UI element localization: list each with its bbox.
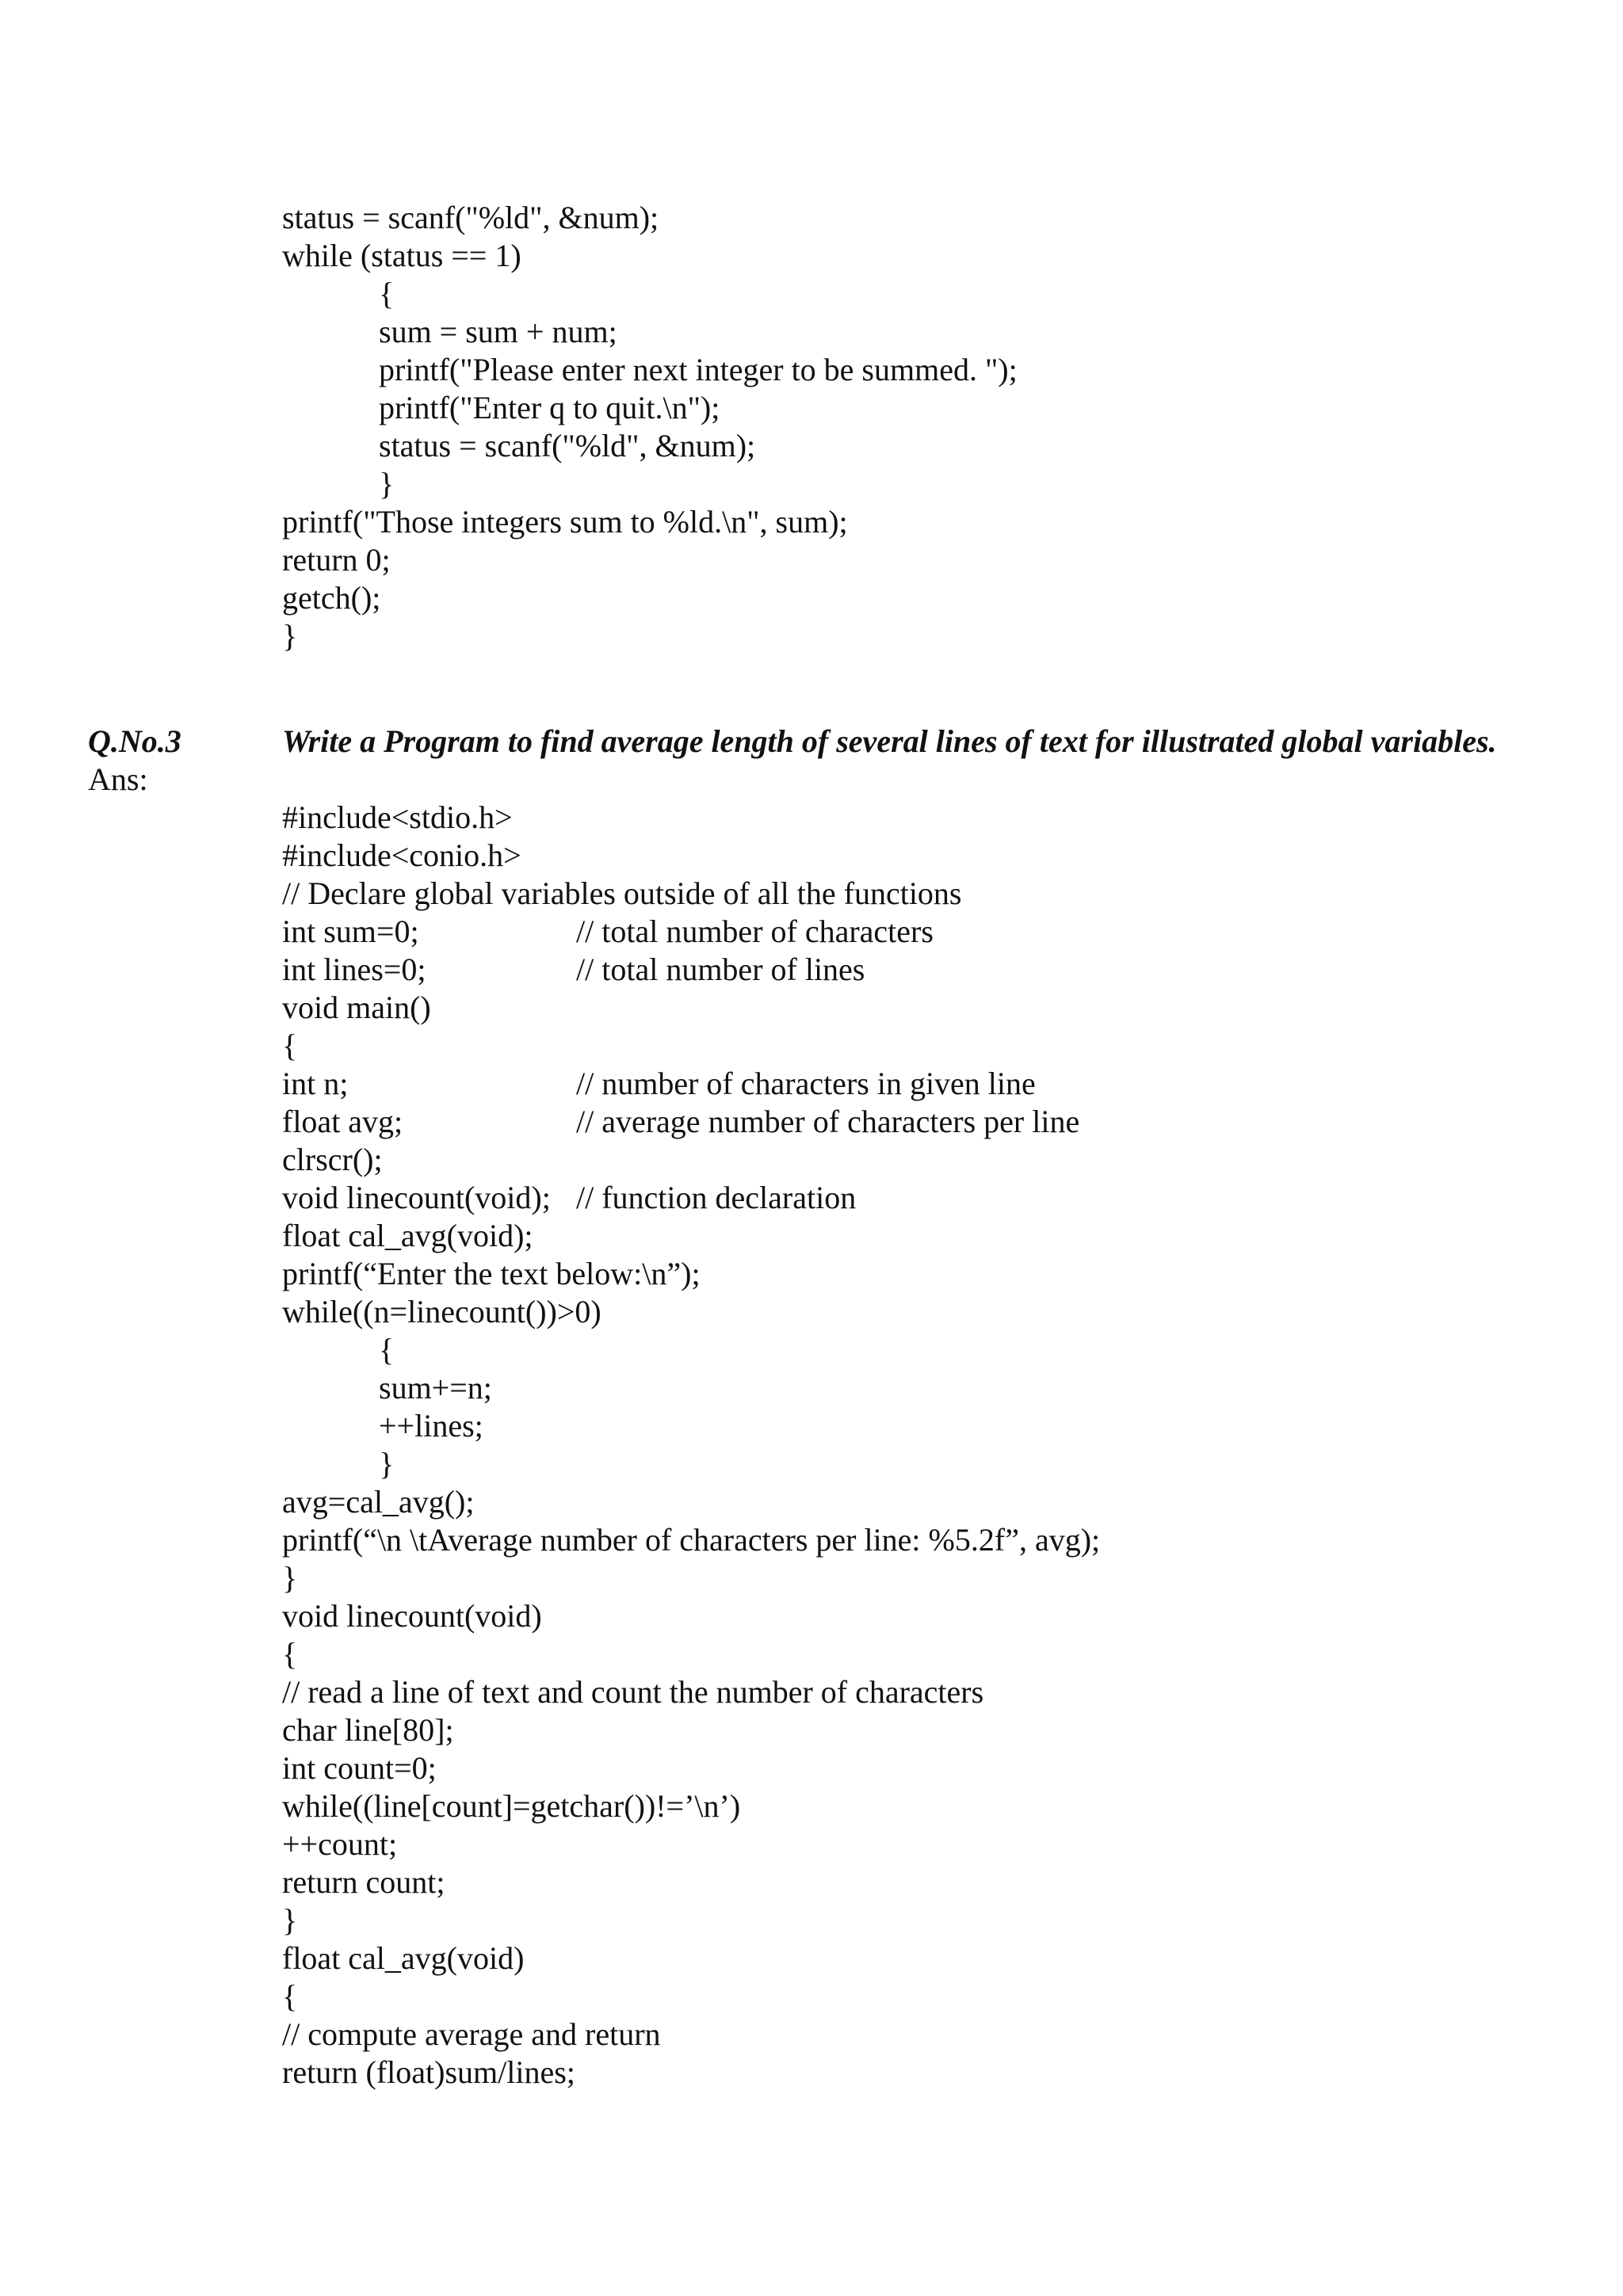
code-line: float cal_avg(void); <box>282 1218 533 1253</box>
code-line: int lines=0; <box>282 952 426 987</box>
code-line: } <box>282 618 298 654</box>
answer-label: Ans: <box>88 761 148 797</box>
code-line: // Declare global variables outside of all the functions <box>282 875 962 911</box>
code-line: int sum=0; <box>282 913 419 949</box>
code-line: return 0; <box>282 542 391 578</box>
code-line: sum+=n; <box>379 1370 492 1405</box>
code-line: } <box>282 1560 298 1596</box>
code-line: } <box>379 466 395 502</box>
code-line: int n; <box>282 1066 349 1101</box>
code-line: // compute average and return <box>282 2016 661 2052</box>
code-line: float cal_avg(void) <box>282 1940 525 1976</box>
code-line: // read a line of text and count the number of characters <box>282 1674 984 1710</box>
code-line: status = scanf("%ld", &num); <box>379 428 756 463</box>
code-comment: // function declaration <box>576 1180 857 1215</box>
question-number: Q.No.3 <box>88 723 181 759</box>
question-text: Write a Program to find average length of several lines of text for illustrated global variables. <box>282 723 1497 759</box>
code-line: return count; <box>282 1864 445 1900</box>
code-comment: // number of characters in given line <box>576 1066 1036 1101</box>
code-line: int count=0; <box>282 1750 437 1786</box>
code-line: while((line[count]=getchar())!=’\n’) <box>282 1788 741 1824</box>
code-line: ++lines; <box>379 1408 483 1444</box>
code-comment: // total number of characters <box>576 913 934 949</box>
code-line: printf("Please enter next integer to be summed. "); <box>379 352 1018 387</box>
code-line: { <box>379 1332 395 1367</box>
code-line: { <box>282 1636 298 1672</box>
code-line: } <box>379 1446 395 1482</box>
code-line: { <box>282 1978 298 2014</box>
code-line: void main() <box>282 990 431 1025</box>
code-line: printf(“Enter the text below:\n”); <box>282 1256 701 1291</box>
code-line: getch(); <box>282 580 381 616</box>
code-line: } <box>282 1902 298 1938</box>
code-line: { <box>379 276 395 311</box>
code-line: avg=cal_avg(); <box>282 1484 475 1520</box>
code-line: float avg; <box>282 1104 403 1139</box>
code-line: printf("Those integers sum to %ld.\n", sum); <box>282 504 848 540</box>
code-line: return (float)sum/lines; <box>282 2054 575 2090</box>
code-line: void linecount(void); <box>282 1180 551 1215</box>
code-line: clrscr(); <box>282 1142 383 1177</box>
code-line: char line[80]; <box>282 1712 454 1748</box>
code-line: #include<conio.h> <box>282 837 521 873</box>
code-line: printf("Enter q to quit.\n"); <box>379 390 720 425</box>
code-line: sum = sum + num; <box>379 314 617 349</box>
code-comment: // average number of characters per line <box>576 1104 1080 1139</box>
code-line: void linecount(void) <box>282 1598 542 1634</box>
code-line: ++count; <box>282 1826 398 1862</box>
code-comment: // total number of lines <box>576 952 865 987</box>
code-line: while (status == 1) <box>282 238 521 273</box>
code-line: status = scanf("%ld", &num); <box>282 200 659 235</box>
code-line: while((n=linecount())>0) <box>282 1294 601 1329</box>
code-line: printf(“\n \tAverage number of characters per line: %5.2f”, avg); <box>282 1522 1101 1558</box>
code-line: #include<stdio.h> <box>282 799 513 835</box>
code-line: { <box>282 1028 298 1063</box>
